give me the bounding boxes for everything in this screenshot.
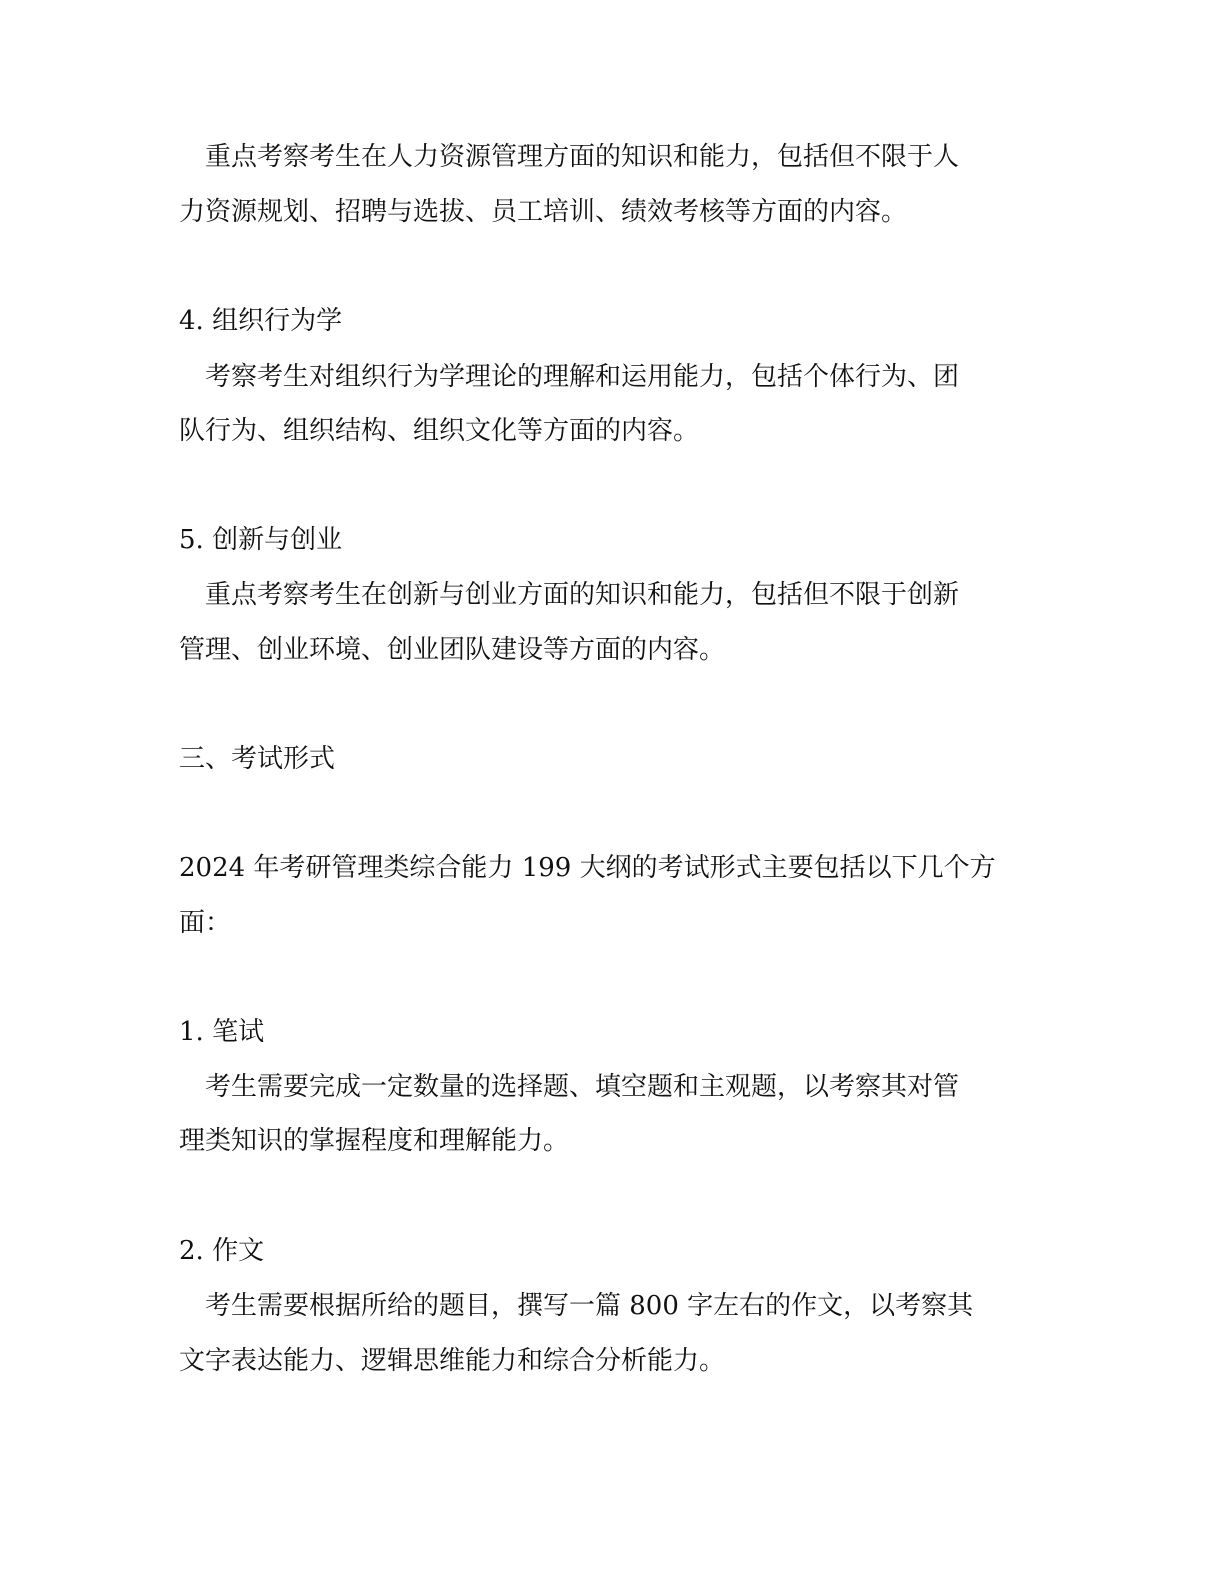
chapter-heading: 三、考试形式 <box>179 744 336 774</box>
paragraph-line: 管理、创业环境、创业团队建设等方面的内容。 <box>179 635 726 665</box>
paragraph-line: 文字表达能力、逻辑思维能力和综合分析能力。 <box>179 1346 726 1376</box>
section-heading: 5. 创新与创业 <box>179 525 343 555</box>
paragraph-line: 理类知识的掌握程度和理解能力。 <box>179 1126 570 1156</box>
paragraph-line: 力资源规划、招聘与选拔、员工培训、绩效考核等方面的内容。 <box>179 197 908 227</box>
paragraph-line: 考生需要完成一定数量的选择题、填空题和主观题，以考察其对管 <box>205 1072 960 1102</box>
paragraph-line: 考生需要根据所给的题目，撰写一篇 800 字左右的作文，以考察其 <box>205 1291 974 1321</box>
paragraph-line: 考察考生对组织行为学理论的理解和运用能力，包括个体行为、团 <box>205 362 960 392</box>
paragraph-line: 面： <box>179 908 232 938</box>
paragraph-line: 重点考察考生在人力资源管理方面的知识和能力，包括但不限于人 <box>205 142 960 172</box>
section-heading: 2. 作文 <box>179 1236 265 1266</box>
paragraph-line: 重点考察考生在创新与创业方面的知识和能力，包括但不限于创新 <box>205 580 960 610</box>
section-heading: 4. 组织行为学 <box>179 306 343 336</box>
paragraph-line: 队行为、组织结构、组织文化等方面的内容。 <box>179 416 700 446</box>
paragraph-line: 2024 年考研管理类综合能力 199 大纲的考试形式主要包括以下几个方 <box>179 853 996 883</box>
section-heading: 1. 笔试 <box>179 1017 265 1047</box>
